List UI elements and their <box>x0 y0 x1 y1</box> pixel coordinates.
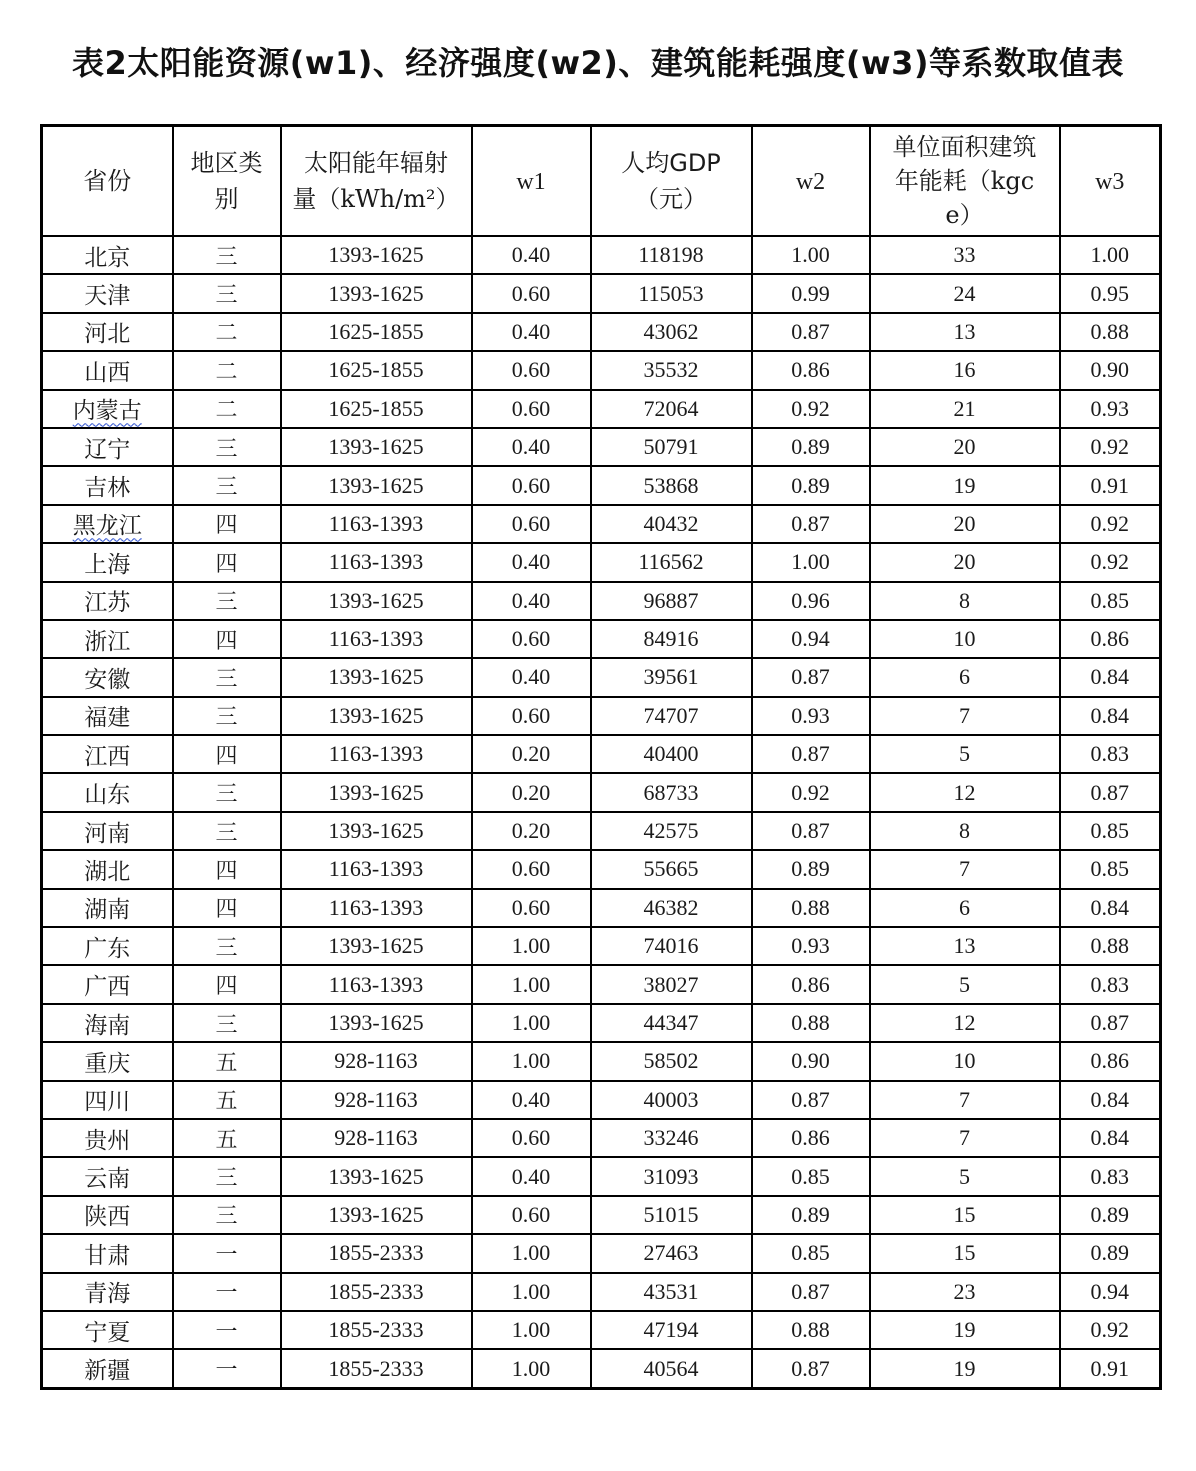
cell-w2: 0.93 <box>752 697 870 735</box>
cell-w2: 0.88 <box>752 1311 870 1349</box>
table-row <box>42 658 1161 696</box>
table-row <box>42 1081 1161 1119</box>
cell-w2: 0.90 <box>752 1042 870 1080</box>
header-w1: w1 <box>472 126 591 237</box>
header-row <box>42 126 1161 237</box>
cell-category: 五 <box>173 1081 281 1119</box>
cell-building-energy: 19 <box>870 1311 1060 1349</box>
cell-solar-radiation: 1393-1625 <box>281 1004 472 1042</box>
cell-solar-radiation: 1393-1625 <box>281 428 472 466</box>
cell-w1: 0.60 <box>472 1119 591 1157</box>
cell-solar-radiation: 1163-1393 <box>281 965 472 1003</box>
cell-category: 五 <box>173 1042 281 1080</box>
cell-province: 重庆 <box>42 1042 173 1080</box>
table-row <box>42 1042 1161 1080</box>
cell-w2: 0.87 <box>752 505 870 543</box>
header-solar-radiation: 太阳能年辐射 量（kWh/m²） <box>281 126 472 237</box>
cell-solar-radiation: 928-1163 <box>281 1042 472 1080</box>
cell-w2: 0.89 <box>752 466 870 504</box>
cell-gdp: 68733 <box>591 773 752 811</box>
table-row <box>42 1311 1161 1349</box>
cell-w1: 0.40 <box>472 582 591 620</box>
cell-province: 山东 <box>42 773 173 811</box>
cell-building-energy: 33 <box>870 236 1060 274</box>
cell-w1: 0.60 <box>472 466 591 504</box>
cell-w1: 0.60 <box>472 351 591 389</box>
cell-building-energy: 8 <box>870 582 1060 620</box>
cell-solar-radiation: 1163-1393 <box>281 543 472 581</box>
cell-gdp: 46382 <box>591 889 752 927</box>
cell-w2: 0.92 <box>752 390 870 428</box>
cell-w3: 0.88 <box>1060 313 1161 351</box>
cell-w2: 0.85 <box>752 1157 870 1195</box>
cell-w2: 0.92 <box>752 773 870 811</box>
cell-gdp: 33246 <box>591 1119 752 1157</box>
table-row <box>42 1157 1161 1195</box>
table-row <box>42 1349 1161 1388</box>
cell-solar-radiation: 1393-1625 <box>281 927 472 965</box>
cell-building-energy: 6 <box>870 889 1060 927</box>
cell-province: 浙江 <box>42 620 173 658</box>
cell-building-energy: 10 <box>870 1042 1060 1080</box>
cell-gdp: 84916 <box>591 620 752 658</box>
cell-w3: 0.85 <box>1060 850 1161 888</box>
cell-solar-radiation: 928-1163 <box>281 1081 472 1119</box>
header-w2: w2 <box>752 126 870 237</box>
cell-gdp: 53868 <box>591 466 752 504</box>
cell-w3: 0.85 <box>1060 812 1161 850</box>
cell-province: 湖北 <box>42 850 173 888</box>
cell-gdp: 51015 <box>591 1196 752 1234</box>
cell-category: 四 <box>173 505 281 543</box>
cell-gdp: 50791 <box>591 428 752 466</box>
cell-building-energy: 7 <box>870 1119 1060 1157</box>
table-row <box>42 236 1161 274</box>
cell-w3: 0.92 <box>1060 543 1161 581</box>
cell-province: 陕西 <box>42 1196 173 1234</box>
cell-w3: 0.84 <box>1060 697 1161 735</box>
cell-building-energy: 13 <box>870 927 1060 965</box>
cell-w3: 0.88 <box>1060 927 1161 965</box>
table-row <box>42 1234 1161 1272</box>
cell-w1: 0.40 <box>472 1081 591 1119</box>
cell-province: 天津 <box>42 274 173 312</box>
table-row <box>42 428 1161 466</box>
table-row <box>42 582 1161 620</box>
table-row <box>42 1273 1161 1311</box>
cell-w2: 0.99 <box>752 274 870 312</box>
cell-solar-radiation: 1163-1393 <box>281 620 472 658</box>
coefficient-table <box>40 124 1162 1390</box>
cell-w3: 0.83 <box>1060 1157 1161 1195</box>
table-row <box>42 927 1161 965</box>
cell-solar-radiation: 1163-1393 <box>281 850 472 888</box>
cell-solar-radiation: 1163-1393 <box>281 735 472 773</box>
cell-building-energy: 6 <box>870 658 1060 696</box>
cell-category: 一 <box>173 1349 281 1388</box>
table-row <box>42 1196 1161 1234</box>
cell-w1: 0.60 <box>472 620 591 658</box>
page-title: 表2太阳能资源(w1)、经济强度(w2)、建筑能耗强度(w3)等系数取值表 <box>71 44 1124 82</box>
cell-category: 三 <box>173 927 281 965</box>
cell-solar-radiation: 1855-2333 <box>281 1234 472 1272</box>
cell-w1: 1.00 <box>472 1311 591 1349</box>
cell-w2: 0.94 <box>752 620 870 658</box>
cell-w2: 0.87 <box>752 658 870 696</box>
cell-w2: 0.87 <box>752 812 870 850</box>
cell-w3: 0.90 <box>1060 351 1161 389</box>
cell-category: 二 <box>173 313 281 351</box>
cell-province: 吉林 <box>42 466 173 504</box>
cell-category: 三 <box>173 658 281 696</box>
cell-building-energy: 21 <box>870 390 1060 428</box>
cell-w3: 0.83 <box>1060 735 1161 773</box>
header-building-energy: 单位面积建筑 年能耗（kgc e） <box>870 126 1060 237</box>
cell-building-energy: 15 <box>870 1234 1060 1272</box>
cell-category: 一 <box>173 1311 281 1349</box>
cell-w2: 0.87 <box>752 735 870 773</box>
cell-gdp: 27463 <box>591 1234 752 1272</box>
cell-province: 广西 <box>42 965 173 1003</box>
table-row <box>42 351 1161 389</box>
table-row <box>42 1004 1161 1042</box>
cell-solar-radiation: 1393-1625 <box>281 236 472 274</box>
cell-category: 四 <box>173 543 281 581</box>
table-row <box>42 390 1161 428</box>
cell-w2: 0.87 <box>752 1349 870 1388</box>
cell-solar-radiation: 1393-1625 <box>281 697 472 735</box>
cell-gdp: 74707 <box>591 697 752 735</box>
cell-w3: 0.91 <box>1060 1349 1161 1388</box>
cell-w1: 1.00 <box>472 1004 591 1042</box>
cell-gdp: 40003 <box>591 1081 752 1119</box>
cell-w2: 0.85 <box>752 1234 870 1272</box>
cell-province: 内蒙古 <box>42 390 173 428</box>
cell-category: 五 <box>173 1119 281 1157</box>
cell-building-energy: 5 <box>870 1157 1060 1195</box>
cell-w2: 0.88 <box>752 1004 870 1042</box>
cell-category: 四 <box>173 850 281 888</box>
cell-category: 三 <box>173 773 281 811</box>
cell-building-energy: 15 <box>870 1196 1060 1234</box>
cell-gdp: 43062 <box>591 313 752 351</box>
cell-province: 湖南 <box>42 889 173 927</box>
cell-province: 北京 <box>42 236 173 274</box>
cell-w3: 0.87 <box>1060 773 1161 811</box>
header-category: 地区类 别 <box>173 126 281 237</box>
cell-w3: 0.83 <box>1060 965 1161 1003</box>
cell-gdp: 47194 <box>591 1311 752 1349</box>
header-gdp: 人均GDP （元） <box>591 126 752 237</box>
cell-category: 四 <box>173 735 281 773</box>
cell-solar-radiation: 1625-1855 <box>281 390 472 428</box>
cell-w3: 0.87 <box>1060 1004 1161 1042</box>
cell-gdp: 118198 <box>591 236 752 274</box>
cell-w1: 0.40 <box>472 1157 591 1195</box>
table-row <box>42 850 1161 888</box>
cell-w3: 0.84 <box>1060 1081 1161 1119</box>
cell-province: 海南 <box>42 1004 173 1042</box>
cell-gdp: 35532 <box>591 351 752 389</box>
cell-gdp: 40432 <box>591 505 752 543</box>
cell-gdp: 55665 <box>591 850 752 888</box>
cell-category: 四 <box>173 889 281 927</box>
cell-w1: 0.40 <box>472 543 591 581</box>
cell-gdp: 44347 <box>591 1004 752 1042</box>
cell-solar-radiation: 928-1163 <box>281 1119 472 1157</box>
cell-category: 三 <box>173 1157 281 1195</box>
header-province: 省份 <box>42 126 173 237</box>
cell-province: 贵州 <box>42 1119 173 1157</box>
cell-category: 三 <box>173 236 281 274</box>
cell-w3: 0.95 <box>1060 274 1161 312</box>
cell-building-energy: 19 <box>870 466 1060 504</box>
header-w3: w3 <box>1060 126 1161 237</box>
cell-category: 一 <box>173 1234 281 1272</box>
cell-w3: 0.84 <box>1060 658 1161 696</box>
cell-province: 广东 <box>42 927 173 965</box>
cell-province: 福建 <box>42 697 173 735</box>
cell-province: 江西 <box>42 735 173 773</box>
cell-category: 三 <box>173 1004 281 1042</box>
cell-gdp: 40564 <box>591 1349 752 1388</box>
cell-w1: 0.60 <box>472 1196 591 1234</box>
cell-w1: 0.60 <box>472 697 591 735</box>
cell-w3: 0.86 <box>1060 620 1161 658</box>
cell-w3: 0.89 <box>1060 1234 1161 1272</box>
cell-w1: 1.00 <box>472 1273 591 1311</box>
table-row <box>42 773 1161 811</box>
cell-solar-radiation: 1163-1393 <box>281 889 472 927</box>
cell-category: 三 <box>173 466 281 504</box>
cell-w3: 0.85 <box>1060 582 1161 620</box>
cell-w2: 0.89 <box>752 428 870 466</box>
cell-building-energy: 8 <box>870 812 1060 850</box>
cell-w3: 0.89 <box>1060 1196 1161 1234</box>
cell-building-energy: 12 <box>870 773 1060 811</box>
table-row <box>42 505 1161 543</box>
cell-w2: 0.86 <box>752 965 870 1003</box>
table-row <box>42 889 1161 927</box>
table-row <box>42 543 1161 581</box>
table-row <box>42 965 1161 1003</box>
cell-w3: 0.92 <box>1060 505 1161 543</box>
cell-w3: 0.92 <box>1060 428 1161 466</box>
cell-w1: 0.40 <box>472 236 591 274</box>
cell-province: 江苏 <box>42 582 173 620</box>
cell-w3: 0.93 <box>1060 390 1161 428</box>
cell-building-energy: 20 <box>870 428 1060 466</box>
table-row <box>42 313 1161 351</box>
cell-province: 青海 <box>42 1273 173 1311</box>
cell-building-energy: 7 <box>870 697 1060 735</box>
cell-w3: 0.86 <box>1060 1042 1161 1080</box>
cell-w1: 0.60 <box>472 505 591 543</box>
cell-w2: 0.89 <box>752 1196 870 1234</box>
cell-w1: 0.40 <box>472 313 591 351</box>
cell-building-energy: 24 <box>870 274 1060 312</box>
cell-province: 黑龙江 <box>42 505 173 543</box>
cell-w2: 0.87 <box>752 313 870 351</box>
cell-w2: 0.88 <box>752 889 870 927</box>
cell-gdp: 58502 <box>591 1042 752 1080</box>
cell-solar-radiation: 1393-1625 <box>281 274 472 312</box>
cell-solar-radiation: 1393-1625 <box>281 582 472 620</box>
cell-w2: 0.96 <box>752 582 870 620</box>
cell-category: 二 <box>173 351 281 389</box>
cell-building-energy: 13 <box>870 313 1060 351</box>
cell-category: 三 <box>173 428 281 466</box>
cell-category: 一 <box>173 1273 281 1311</box>
cell-solar-radiation: 1393-1625 <box>281 812 472 850</box>
cell-w2: 1.00 <box>752 543 870 581</box>
cell-category: 三 <box>173 582 281 620</box>
table-row <box>42 466 1161 504</box>
cell-w3: 0.91 <box>1060 466 1161 504</box>
cell-category: 三 <box>173 812 281 850</box>
cell-w1: 0.60 <box>472 850 591 888</box>
table-row <box>42 697 1161 735</box>
cell-w3: 0.92 <box>1060 1311 1161 1349</box>
cell-w1: 0.60 <box>472 390 591 428</box>
cell-province: 安徽 <box>42 658 173 696</box>
cell-w1: 1.00 <box>472 965 591 1003</box>
cell-w1: 1.00 <box>472 1042 591 1080</box>
cell-building-energy: 12 <box>870 1004 1060 1042</box>
table-row <box>42 1119 1161 1157</box>
table-row <box>42 812 1161 850</box>
cell-gdp: 96887 <box>591 582 752 620</box>
cell-w1: 1.00 <box>472 1349 591 1388</box>
cell-province: 山西 <box>42 351 173 389</box>
table-row <box>42 274 1161 312</box>
cell-solar-radiation: 1393-1625 <box>281 658 472 696</box>
cell-building-energy: 20 <box>870 505 1060 543</box>
cell-category: 二 <box>173 390 281 428</box>
cell-category: 三 <box>173 274 281 312</box>
cell-building-energy: 16 <box>870 351 1060 389</box>
cell-w3: 0.84 <box>1060 1119 1161 1157</box>
cell-building-energy: 20 <box>870 543 1060 581</box>
cell-w1: 0.20 <box>472 735 591 773</box>
cell-solar-radiation: 1393-1625 <box>281 1157 472 1195</box>
cell-solar-radiation: 1163-1393 <box>281 505 472 543</box>
cell-w2: 0.86 <box>752 351 870 389</box>
cell-gdp: 31093 <box>591 1157 752 1195</box>
cell-category: 四 <box>173 620 281 658</box>
cell-w3: 0.84 <box>1060 889 1161 927</box>
cell-solar-radiation: 1393-1625 <box>281 773 472 811</box>
cell-category: 三 <box>173 697 281 735</box>
cell-building-energy: 7 <box>870 850 1060 888</box>
cell-building-energy: 19 <box>870 1349 1060 1388</box>
cell-w1: 0.40 <box>472 658 591 696</box>
cell-w1: 0.20 <box>472 812 591 850</box>
cell-building-energy: 23 <box>870 1273 1060 1311</box>
cell-w2: 1.00 <box>752 236 870 274</box>
cell-w2: 0.87 <box>752 1273 870 1311</box>
cell-gdp: 40400 <box>591 735 752 773</box>
cell-solar-radiation: 1393-1625 <box>281 466 472 504</box>
cell-solar-radiation: 1855-2333 <box>281 1311 472 1349</box>
cell-w3: 0.94 <box>1060 1273 1161 1311</box>
cell-province: 河北 <box>42 313 173 351</box>
cell-solar-radiation: 1393-1625 <box>281 1196 472 1234</box>
cell-province: 辽宁 <box>42 428 173 466</box>
cell-solar-radiation: 1855-2333 <box>281 1273 472 1311</box>
cell-w1: 0.60 <box>472 274 591 312</box>
cell-w1: 1.00 <box>472 927 591 965</box>
cell-gdp: 74016 <box>591 927 752 965</box>
cell-category: 三 <box>173 1196 281 1234</box>
cell-gdp: 72064 <box>591 390 752 428</box>
cell-solar-radiation: 1855-2333 <box>281 1349 472 1388</box>
cell-w1: 0.60 <box>472 889 591 927</box>
cell-w1: 0.40 <box>472 428 591 466</box>
cell-building-energy: 10 <box>870 620 1060 658</box>
cell-solar-radiation: 1625-1855 <box>281 313 472 351</box>
cell-solar-radiation: 1625-1855 <box>281 351 472 389</box>
table-row <box>42 735 1161 773</box>
cell-w1: 0.20 <box>472 773 591 811</box>
cell-gdp: 116562 <box>591 543 752 581</box>
cell-province: 甘肃 <box>42 1234 173 1272</box>
cell-category: 四 <box>173 965 281 1003</box>
cell-gdp: 42575 <box>591 812 752 850</box>
cell-province: 四川 <box>42 1081 173 1119</box>
cell-building-energy: 5 <box>870 735 1060 773</box>
cell-building-energy: 7 <box>870 1081 1060 1119</box>
cell-w2: 0.93 <box>752 927 870 965</box>
cell-province: 上海 <box>42 543 173 581</box>
cell-gdp: 115053 <box>591 274 752 312</box>
table-row <box>42 620 1161 658</box>
cell-province: 宁夏 <box>42 1311 173 1349</box>
cell-gdp: 43531 <box>591 1273 752 1311</box>
cell-province: 河南 <box>42 812 173 850</box>
cell-w2: 0.86 <box>752 1119 870 1157</box>
cell-w2: 0.87 <box>752 1081 870 1119</box>
cell-w2: 0.89 <box>752 850 870 888</box>
cell-gdp: 38027 <box>591 965 752 1003</box>
cell-province: 云南 <box>42 1157 173 1195</box>
cell-w1: 1.00 <box>472 1234 591 1272</box>
cell-gdp: 39561 <box>591 658 752 696</box>
cell-province: 新疆 <box>42 1349 173 1388</box>
cell-w3: 1.00 <box>1060 236 1161 274</box>
cell-building-energy: 5 <box>870 965 1060 1003</box>
